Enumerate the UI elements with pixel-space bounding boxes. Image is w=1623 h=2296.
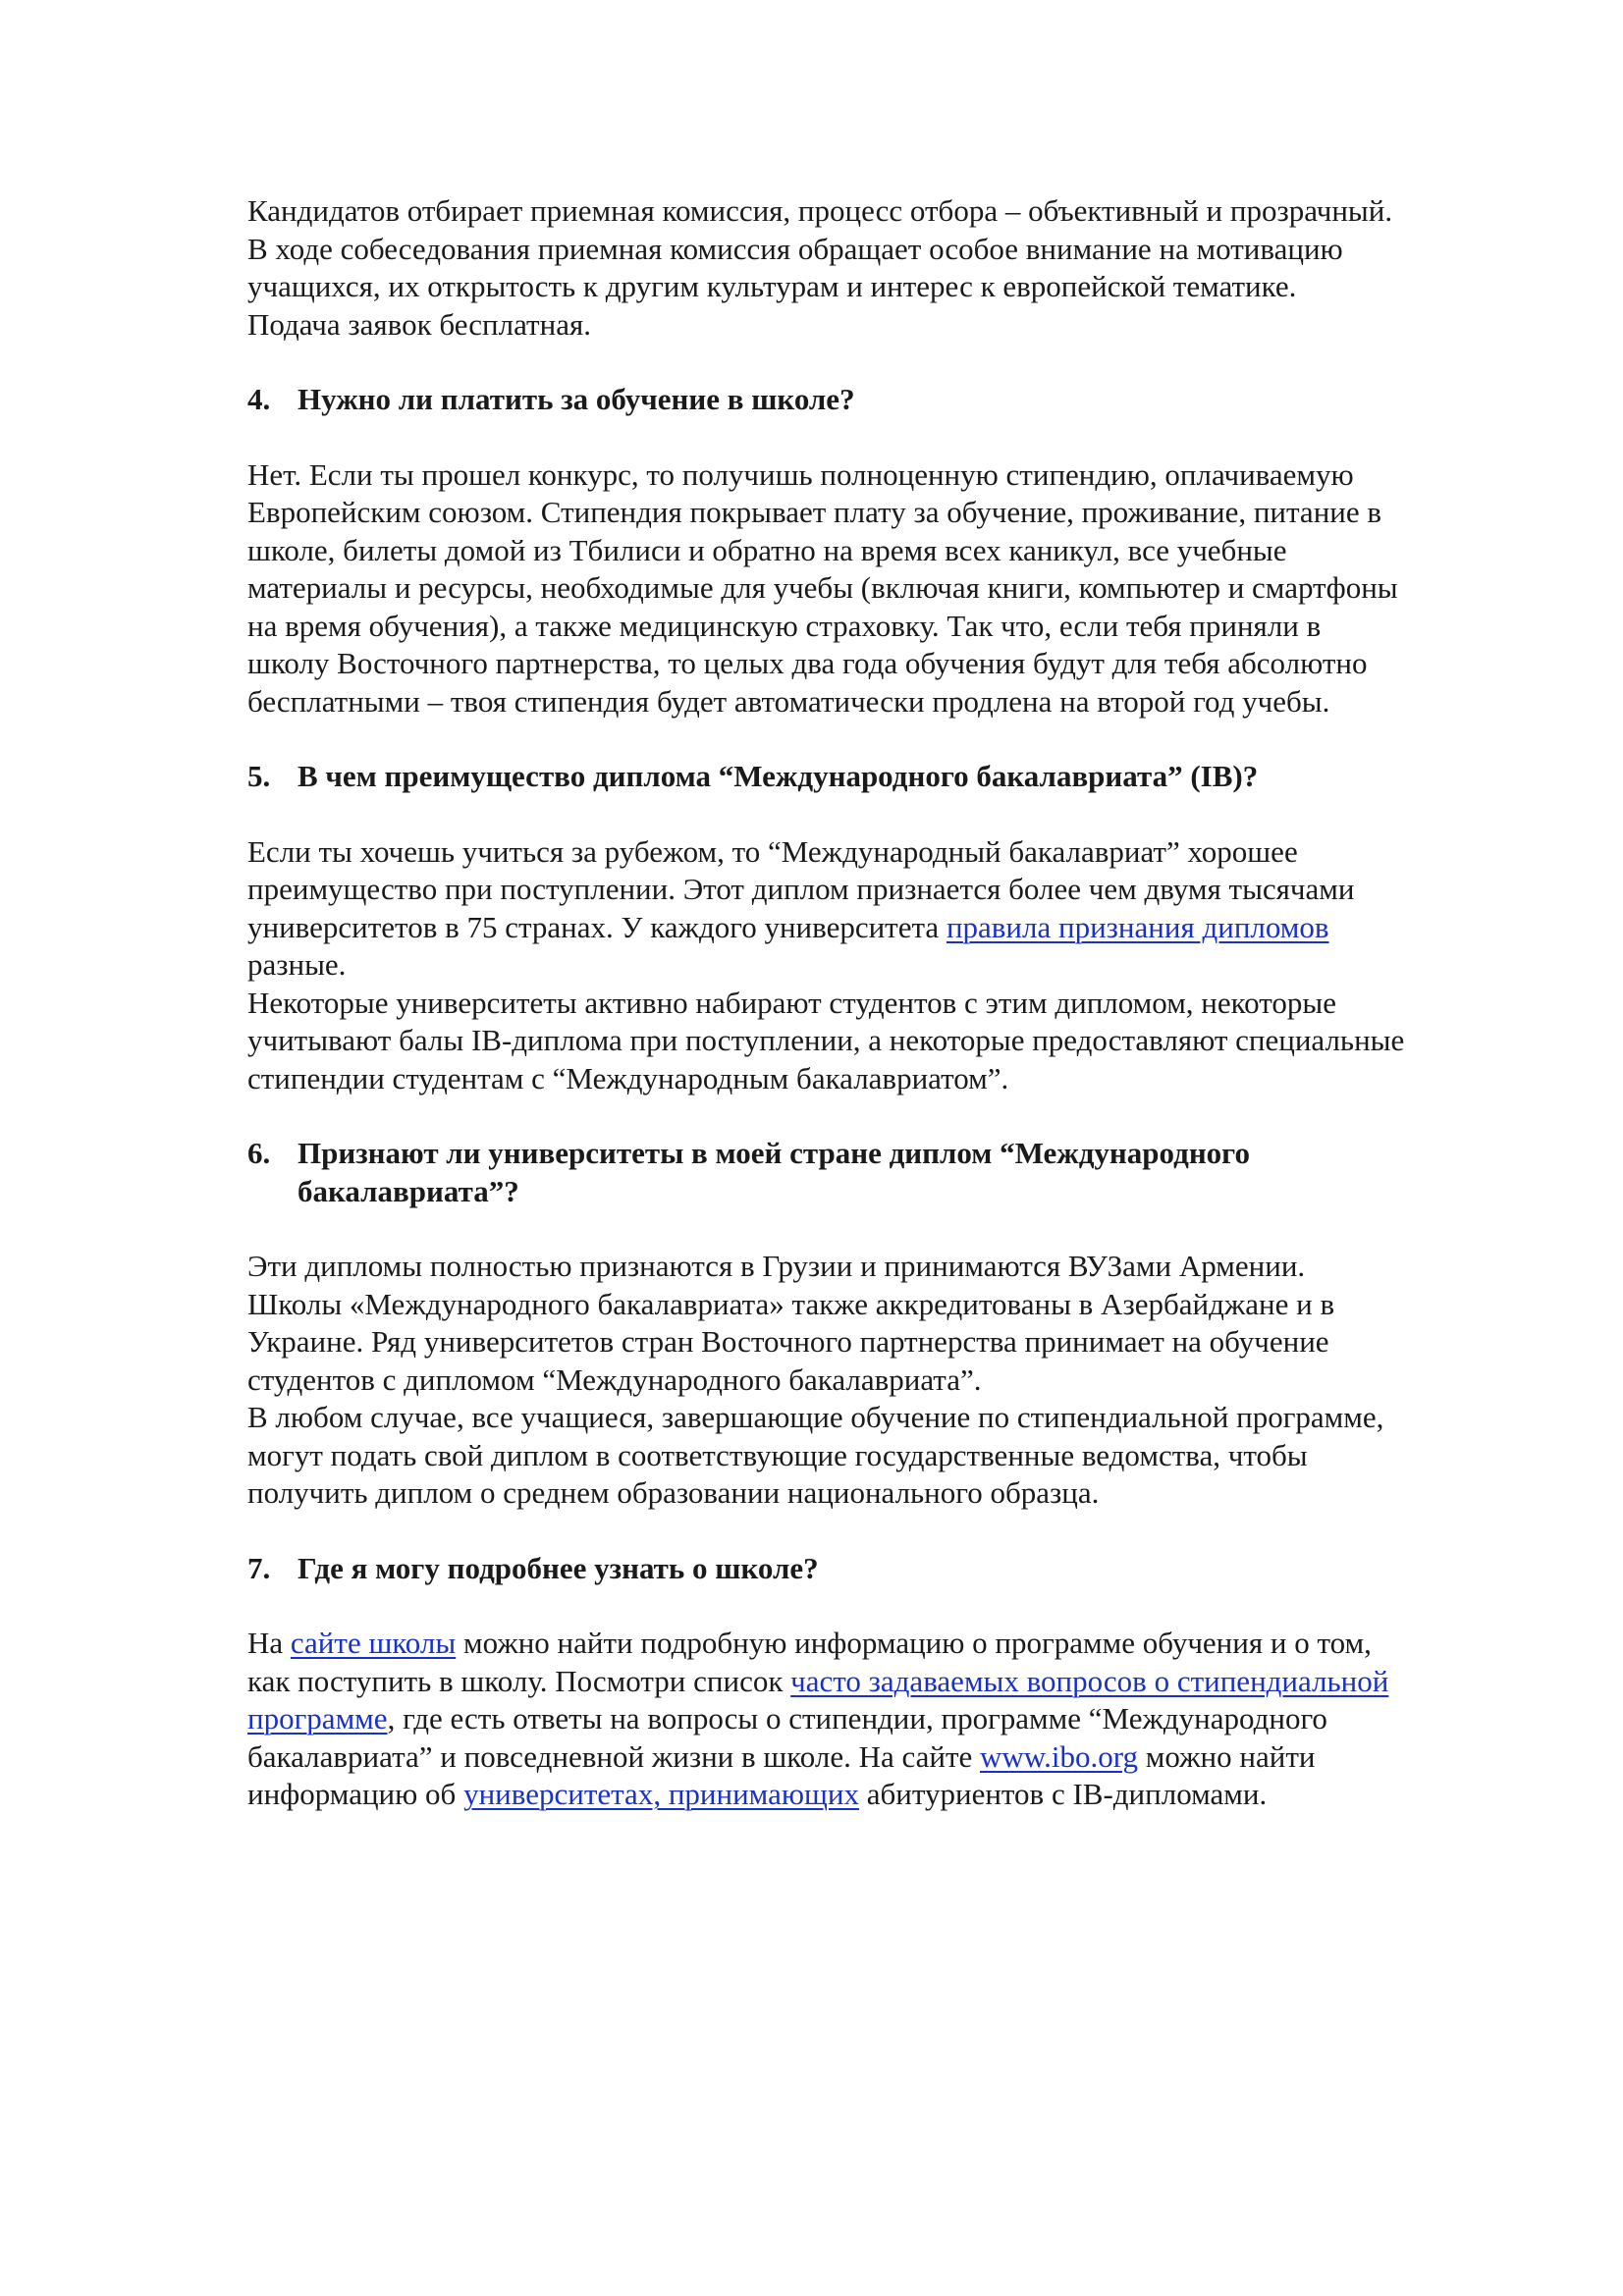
- ibo-website-link[interactable]: www.ibo.org: [980, 1738, 1139, 1774]
- diploma-recognition-rules-link[interactable]: правила признания дипломов: [946, 909, 1329, 944]
- intro-paragraph: Кандидатов отбирает приемная комиссия, процесс отбора – объективный и прозрачный. В ходе собеседования приемная комиссия обращает особое внимание на мотивацию учащихся, их открытость к другим культурам и интерес к европейской тематике.: [247, 193, 1393, 303]
- question-number: 7.: [247, 1550, 271, 1585]
- question-7-heading: [247, 1550, 1406, 1588]
- answer-text: На: [247, 1626, 291, 1660]
- question-5-heading: [247, 758, 1406, 796]
- question-5-answer-2: Некоторые университеты активно набирают студентов с этим дипломом, некоторые учитывают балы IB-диплома при поступлении, а некоторые предоставляют специальные стипендии студентам с “Международным бакалавриатом”.: [247, 985, 1405, 1095]
- answer-text: разные.: [247, 947, 347, 982]
- answer-text: Если ты хочешь учиться за рубежом, то “Международный бакалавриат” хорошее преимущество при поступлении. Этот диплом признается более чем двумя тысячами университетов в 75 странах. У каждого университета: [247, 833, 1355, 944]
- intro-note: Подача заявок бесплатная.: [247, 306, 591, 342]
- question-4-heading: [247, 381, 1406, 419]
- question-title: Признают ли университеты в моей стране диплом “Международного бакалавриата”?: [298, 1136, 1250, 1208]
- question-5-answer-1: [247, 833, 1406, 985]
- scholarship-faq-link[interactable]: часто задаваемых вопросов о стипендиальной программе: [247, 1663, 1389, 1735]
- question-6-answer-1: Эти дипломы полностью признаются в Грузии и принимаются ВУЗами Армении. Школы «Международного бакалавриата» также аккредитованы в Азербайджане и в Украине. Ряд университетов стран Восточного партнерства принимает на обучение студентов с дипломом “Международного бакалавриата”.: [247, 1249, 1335, 1397]
- answer-text: можно найти подробную информацию о программе обучения и о том, как поступить в школу. Посмотри список: [247, 1626, 1372, 1698]
- question-6-heading: [247, 1135, 1406, 1210]
- question-4-answer: Нет. Если ты прошел конкурс, то получишь полноценную стипендию, оплачиваемую Европейским союзом. Стипендия покрывает плату за обучение, проживание, питание в школе, билеты домой из Тбилиси и обратно на время всех каникул, все учебные материалы и ресурсы, необходимые для учебы (включая книги, компьютер и смартфоны на время обучения), а также медицинскую страховку. Так что, если тебя приняли в школу Восточного партнерства, то целых два года обучения будут для тебя абсолютно бесплатными – твоя стипендия будет автоматически продлена на второй год учебы.: [247, 456, 1398, 719]
- question-7-answer: [247, 1625, 1406, 1814]
- answer-text: абитуриентов с IB-дипломами.: [858, 1777, 1268, 1811]
- question-6-answer-2: В любом случае, все учащиеся, завершающие обучение по стипендиальной программе, могут подать свой диплом в соответствующие государственные ведомства, чтобы получить диплом о среднем образовании национального образца.: [247, 1400, 1384, 1510]
- question-title: Где я могу подробнее узнать о школе?: [298, 1550, 819, 1585]
- document-body: [247, 192, 1406, 1814]
- answer-text: можно найти информацию об: [247, 1738, 1316, 1811]
- school-website-link[interactable]: сайте школы: [290, 1626, 457, 1660]
- question-title: Нужно ли платить за обучение в школе?: [298, 382, 855, 416]
- answer-text: , где есть ответы на вопросы о стипендии, программе “Международного бакалавриата” и повседневной жизни в школе. На сайте: [247, 1701, 1327, 1774]
- question-number: 5.: [247, 759, 271, 793]
- question-title: В чем преимущество диплома “Международного бакалавриата” (IB)?: [298, 759, 1259, 793]
- question-number: 6.: [247, 1136, 271, 1170]
- question-number: 4.: [247, 382, 271, 416]
- universities-accepting-link[interactable]: университетах, принимающих: [463, 1777, 859, 1811]
